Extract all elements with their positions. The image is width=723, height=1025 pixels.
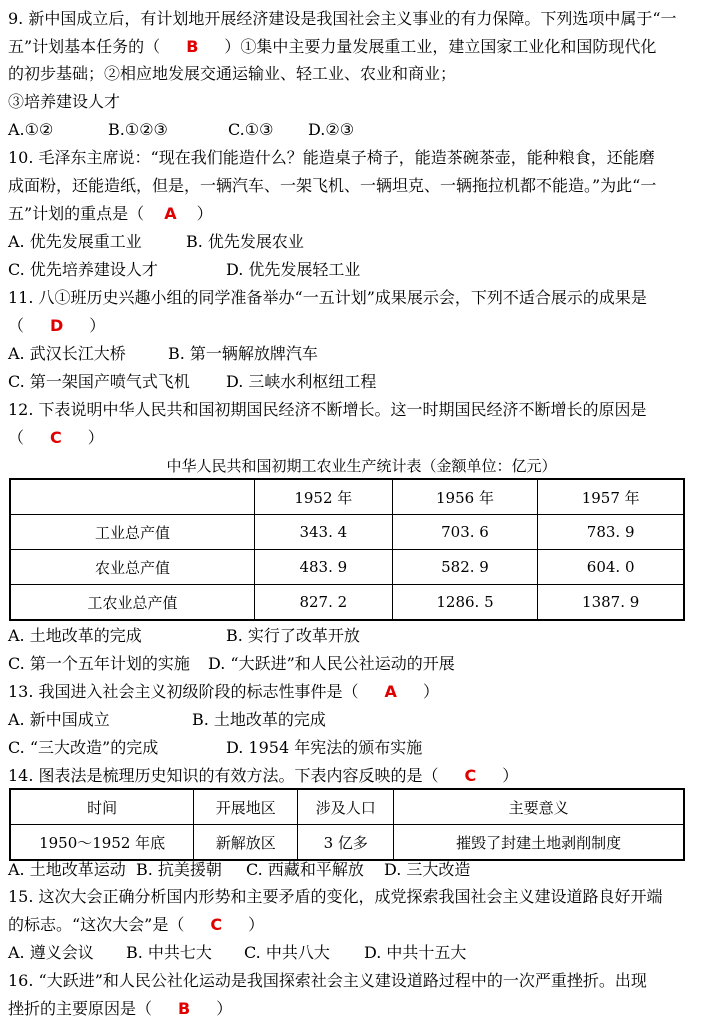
q11-answer: D: [50, 316, 64, 335]
q11-option-a: A. 武汉长江大桥: [8, 344, 126, 363]
table-header-cell: 开展地区: [194, 789, 298, 825]
q9-line-2: [8, 37, 656, 57]
table-header-cell: 涉及人口: [298, 789, 394, 825]
table-row: [10, 550, 684, 585]
q12-option-d: D. “大跃进”和人民公社运动的开展: [208, 654, 455, 673]
q14-option-b: B. 抗美援朝: [136, 860, 222, 879]
table-cell: 摧毁了封建土地剥削制度: [394, 825, 684, 861]
q14-option-d: D. 三大改造: [384, 860, 471, 879]
q14-paren-close: ）: [502, 766, 519, 785]
q12-paren-open: （: [8, 428, 25, 447]
q11-option-d: D. 三峡水利枢纽工程: [226, 372, 377, 391]
table-row: [10, 515, 684, 550]
q12-line-1: 12. 下表说明中华人民共和国初期国民经济不断增长。这一时期国民经济不断增长的原因是: [8, 400, 647, 419]
table-cell: 1387. 9: [538, 585, 684, 621]
table-cell: 3 亿多: [298, 825, 394, 861]
q10-stem: 五”计划的重点是（: [8, 204, 145, 223]
q14-options: [8, 860, 708, 880]
table-header-cell: 1957 年: [538, 479, 684, 515]
q14-stem: 14. 图表法是梳理历史知识的有效方法。下表内容反映的是（: [8, 766, 439, 785]
table-header-row: [10, 479, 684, 515]
q13-options-row-1: [8, 710, 708, 730]
table-cell: 343. 4: [254, 515, 392, 550]
q11-paren-open: （: [8, 316, 25, 335]
q9-stem-cont: ）①集中主要力量发展重工业，建立国家工业化和国防现代化: [224, 37, 657, 56]
q16-line-1: 16. “大跃进”和人民公社化运动是我国探索社会主义建设道路过程中的一次严重挫折。出现: [8, 971, 647, 990]
q10-stem-end: ）: [196, 204, 213, 223]
q10-line-1: 10. 毛泽东主席说：“现在我们能造什么？能造桌子椅子，能造茶碗茶壶，能种粮食，还能磨: [8, 148, 655, 167]
q9-option-c: C.①③: [228, 120, 274, 139]
table-cell: 1286. 5: [392, 585, 538, 621]
q15-answer: C: [210, 915, 223, 934]
q14-summary-table: [9, 788, 685, 861]
q12-paren-close: ）: [87, 428, 104, 447]
q11-options-row-2: [8, 372, 708, 392]
q11-option-b: B. 第一辆解放牌汽车: [168, 344, 318, 363]
q13-paren-close: ）: [422, 682, 439, 701]
q9-answer: B: [186, 37, 199, 56]
q12-stats-table: [9, 478, 685, 621]
q10-option-d: D. 优先发展轻工业: [226, 260, 361, 279]
q15-line-2: [8, 915, 264, 935]
q15-options: [8, 943, 708, 963]
q11-paren-close: ）: [89, 316, 106, 335]
q9-line-3: 的初步基础；②相应地发展交通运输业、轻工业、农业和商业；: [8, 64, 457, 83]
q14-option-a: A. 土地改革运动: [8, 860, 126, 879]
q14-option-c: C. 西藏和平解放: [246, 860, 364, 879]
q15-option-c: C. 中共八大: [244, 943, 330, 962]
table-cell: 827. 2: [254, 585, 392, 621]
q11-line-1: 11. 八①班历史兴趣小组的同学准备举办“一五计划”成果展示会，下列不适合展示的成果是: [8, 288, 647, 307]
table-cell: 483. 9: [254, 550, 392, 585]
q10-options-row-2: [8, 260, 708, 280]
q13-line-1: [8, 682, 439, 702]
q9-option-b: B.①②③: [108, 120, 168, 139]
q9-line-4: ③培养建设人才: [8, 92, 121, 111]
q15-line-1: 15. 这次大会正确分析国内形势和主要矛盾的变化，成党探索我国社会主义建设道路良好开端: [8, 887, 663, 906]
q15-paren-close: ）: [248, 915, 265, 934]
table-header-row: [10, 789, 684, 825]
table-cell: 工农业总产值: [10, 585, 254, 621]
q10-option-a: A. 优先发展重工业: [8, 232, 142, 251]
table-header-cell: 时间: [10, 789, 194, 825]
q13-option-a: A. 新中国成立: [8, 710, 110, 729]
q14-answer: C: [464, 766, 477, 785]
q16-paren-close: ）: [216, 999, 233, 1018]
q16-stem: 挫折的主要原因是（: [8, 999, 153, 1018]
q12-line-2: [8, 428, 104, 448]
q10-answer: A: [164, 204, 177, 223]
q15-option-a: A. 遵义会议: [8, 943, 94, 962]
q11-option-c: C. 第一架国产喷气式飞机: [8, 372, 190, 391]
q15-option-b: B. 中共七大: [126, 943, 212, 962]
table-cell: 783. 9: [538, 515, 684, 550]
q13-options-row-2: [8, 738, 708, 758]
q12-options-row-2: [8, 654, 708, 674]
q10-line-2: 成面粉，还能造纸，但是，一辆汽车、一架飞机、一辆坦克、一辆拖拉机都不能造。”为此“一: [8, 176, 657, 195]
q16-answer: B: [178, 999, 191, 1018]
q12-option-b: B. 实行了改革开放: [226, 626, 360, 645]
q10-line-3: [8, 204, 213, 224]
table-cell: 新解放区: [194, 825, 298, 861]
q11-options-row-1: [8, 344, 708, 364]
q14-line-1: [8, 766, 518, 786]
q12-option-c: C. 第一个五年计划的实施: [8, 654, 190, 673]
q15-stem: 的标志。“这次大会”是（: [8, 915, 185, 934]
q13-stem: 13. 我国进入社会主义初级阶段的标志性事件是（: [8, 682, 359, 701]
q9-option-d: D.②③: [308, 120, 355, 139]
table-row: [10, 825, 684, 861]
table-cell: 1950～1952 年底: [10, 825, 194, 861]
q13-answer: A: [384, 682, 397, 701]
q9-options: [8, 120, 708, 140]
q13-option-d: D. 1954 年宪法的颁布实施: [226, 738, 423, 757]
q13-option-c: C. “三大改造”的完成: [8, 738, 159, 757]
q9-option-a: A.①②: [8, 120, 54, 139]
q15-option-d: D. 中共十五大: [364, 943, 467, 962]
table-header-cell: 主要意义: [394, 789, 684, 825]
table-cell: 703. 6: [392, 515, 538, 550]
table-row: [10, 585, 684, 621]
q10-option-c: C. 优先培养建设人才: [8, 260, 158, 279]
table-cell: 582. 9: [392, 550, 538, 585]
q13-option-b: B. 土地改革的完成: [192, 710, 326, 729]
table-cell: 604. 0: [538, 550, 684, 585]
table-header-cell: 1952 年: [254, 479, 392, 515]
q10-options-row-1: [8, 232, 708, 252]
q16-line-2: [8, 999, 232, 1019]
q11-line-2: [8, 316, 105, 336]
q12-options-row-1: [8, 626, 708, 646]
q10-option-b: B. 优先发展农业: [186, 232, 304, 251]
table-header-cell: [10, 479, 254, 515]
q12-table-caption: 中华人民共和国初期工农业生产统计表（金额单位：亿元）: [166, 457, 557, 475]
table-cell: 农业总产值: [10, 550, 254, 585]
q12-option-a: A. 土地改革的完成: [8, 626, 142, 645]
table-header-cell: 1956 年: [392, 479, 538, 515]
q9-line-1: 9. 新中国成立后，有计划地开展经济建设是我国社会主义事业的有力保障。下列选项中属于“一: [8, 9, 677, 28]
table-cell: 工业总产值: [10, 515, 254, 550]
q9-stem: 五”计划基本任务的（: [8, 37, 161, 56]
q12-answer: C: [50, 428, 62, 447]
